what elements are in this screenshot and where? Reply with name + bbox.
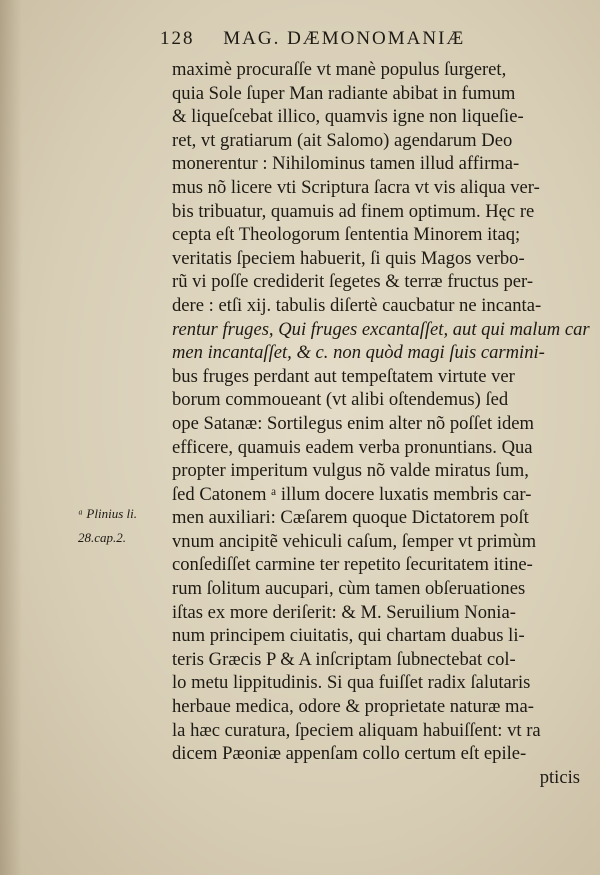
text-line: monerentur : Nihilominus tamen illud affirma- <box>172 153 520 175</box>
margin-note-line: 28.cap.2. <box>78 529 127 545</box>
text-line: vnum ancipitẽ vehiculi caſum, ſemper vt primùm <box>172 530 537 552</box>
text-line-italic: men incantaſſet, & c. non quòd magi ſuis carmini- <box>172 342 545 364</box>
running-title: MAG. DÆMONOMANIÆ <box>223 28 466 49</box>
margin-note-line: ᵃ Plinius li. <box>78 506 137 521</box>
text-line: borum commoueant (vt alibi oſtendemus) ſed <box>172 389 509 411</box>
text-line: veritatis ſpeciem habuerit, ſi quis Magos verbo- <box>172 247 525 269</box>
text-line: ret, vt gratiarum (ait Salomo) agendarum Deo <box>172 129 513 151</box>
text-line: dicem Pæoniæ appenſam collo certum eſt epile- <box>172 743 527 765</box>
text-line: herbaue medica, odore & proprietate naturæ ma- <box>172 696 534 718</box>
text-line: & liqueſcebat illico, quamvis igne non liqueſie- <box>172 106 524 128</box>
text-line: efficere, quamuis eadem verba pronuntians. Qua <box>172 436 533 458</box>
page-number: 128 <box>160 28 195 49</box>
text-line: lo metu lippitudinis. Si qua fuiſſet radix ſalutaris <box>172 672 531 694</box>
text-line: maximè procuraſſe vt manè populus ſurgeret, <box>172 59 507 80</box>
body-text <box>172 58 592 789</box>
text-line: bus fruges perdant aut tempeſtatem virtute ver <box>172 365 515 387</box>
text-line: dere : etſi xij. tabulis diſertè caucbatur ne incanta- <box>172 294 542 316</box>
text-line: cepta eſt Theologorum ſententia Minorem itaq; <box>172 224 521 246</box>
gutter-shadow <box>0 0 22 875</box>
text-line: ſed Catonem ᵃ illum docere luxatis membris car- <box>172 483 532 505</box>
text-line: la hæc curatura, ſpeciem aliquam habuiſſent: vt ra <box>172 719 541 741</box>
text-line: bis tribuatur, quamuis ad finem optimum. Hęc re <box>172 200 535 222</box>
margin-note <box>78 502 137 549</box>
text-line: teris Græcis P & A inſcriptam ſubnectebat col- <box>172 648 516 670</box>
catchword: pticis <box>539 766 580 788</box>
text-line: iſtas ex more deriſerit: & M. Seruilium Nonia- <box>172 601 516 623</box>
text-line: quia Sole ſuper Man radiante abibat in fumum <box>172 82 516 104</box>
text-line: ope Satanæ: Sortilegus enim alter nõ poſſet idem <box>172 412 534 434</box>
text-line: men auxiliari: Cæſarem quoque Dictatorem poſt <box>172 507 529 529</box>
text-line: mus nõ licere vti Scriptura ſacra vt vis aliqua ver- <box>172 176 540 198</box>
text-line: propter imperitum vulgus nõ valde miratus ſum, <box>172 460 529 482</box>
text-line: rũ vi poſſe crediderit ſegetes & terræ fructus per- <box>172 271 534 293</box>
text-line: conſediſſet carmine ter repetito ſecuritatem itine- <box>172 554 533 576</box>
text-line-italic: rentur fruges, Qui fruges excantaſſet, aut qui malum car <box>172 318 590 340</box>
text-line: num principem ciuitatis, qui chartam duabus li- <box>172 625 525 647</box>
page-header <box>160 28 465 50</box>
text-line: rum ſolitum aucupari, cùm tamen obſeruationes <box>172 578 526 600</box>
